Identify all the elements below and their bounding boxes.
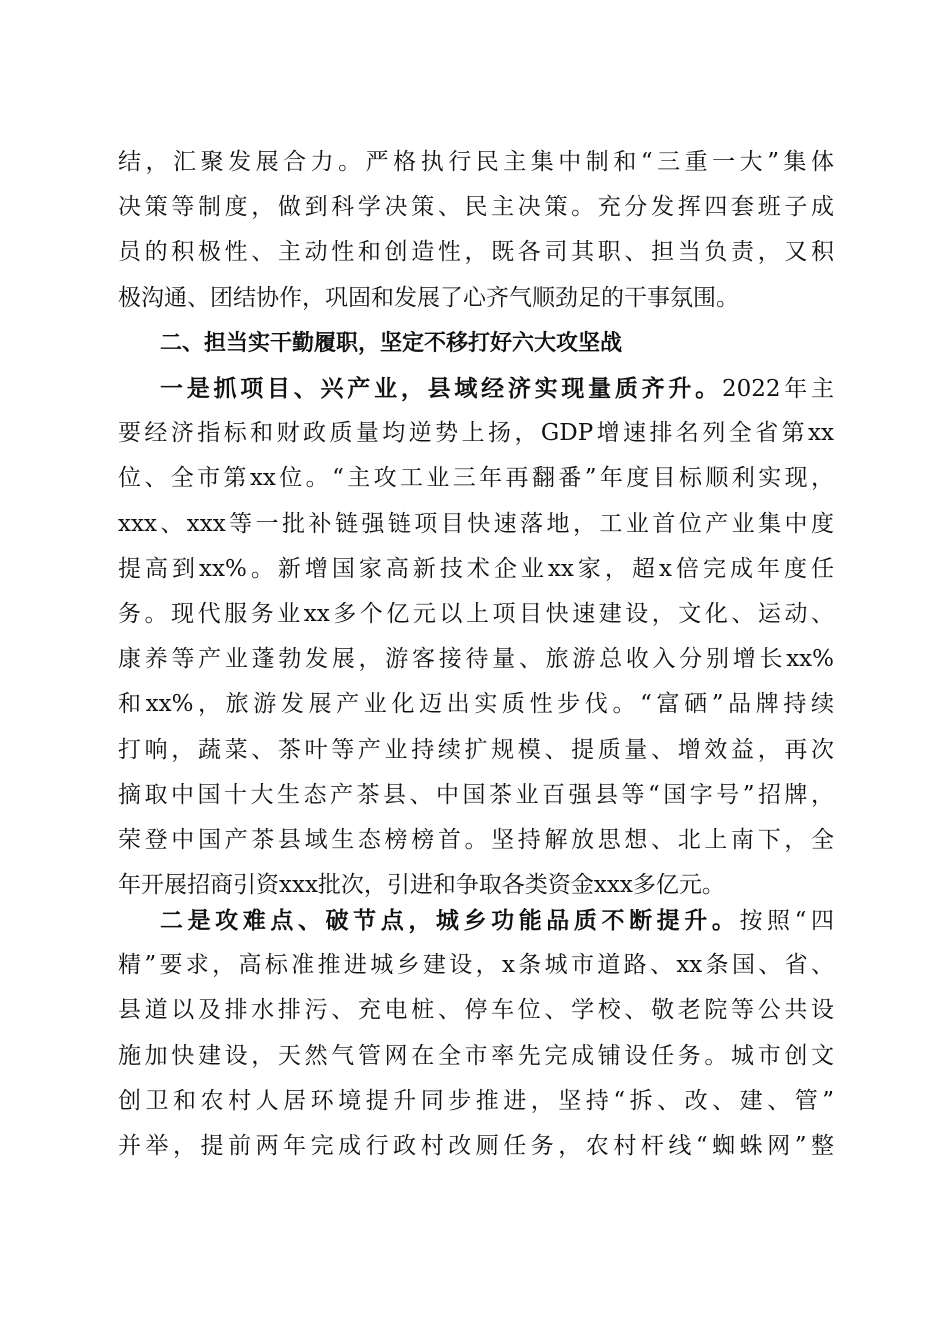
paragraph-first-line	[118, 898, 834, 943]
section-heading: 二、担当实干勤履职，坚定不移打好六大攻坚战	[160, 331, 623, 356]
text-line: 摘取中国十大生态产茶县、中国茶业百强县等“国字号”招牌，	[118, 781, 834, 808]
paragraph-first-line	[118, 366, 834, 411]
text-line: 和xx%，旅游发展产业化迈出实质性步伐。“富硒”品牌持续	[118, 691, 834, 718]
paragraph-first-line-rest: 按照“四	[739, 908, 835, 934]
text-line: 施加快建设，天然气管网在全市率先完成铺设任务。城市创文	[118, 1042, 834, 1069]
text-line: xxx、xxx等一批补链强链项目快速落地，工业首位产业集中度	[118, 510, 834, 537]
text-line: 康养等产业蓬勃发展，游客接待量、旅游总收入分别增长xx%	[118, 646, 834, 673]
paragraph-two	[118, 898, 834, 1169]
text-line: 提高到xx%。新增国家高新技术企业xx家，超x倍完成年度任	[118, 555, 834, 582]
text-line: 位、全市第xx位。“主攻工业三年再翻番”年度目标顺利实现，	[118, 465, 834, 492]
text-line: 员的积极性、主动性和创造性，既各司其职、担当负责，又积	[118, 239, 834, 266]
text-line: 年开展招商引资xxx批次，引进和争取各类资金xxx多亿元。	[118, 872, 725, 899]
paragraph-continuation	[118, 140, 834, 321]
text-line: 要经济指标和财政质量均逆势上扬，GDP增速排名列全省第xx	[118, 420, 834, 447]
text-line: 创卫和农村人居环境提升同步推进，坚持“拆、改、建、管”	[118, 1087, 834, 1114]
section-heading-block	[118, 321, 834, 366]
text-line: 精”要求，高标准推进城乡建设，x条城市道路、xx条国、省、	[118, 952, 834, 979]
text-line: 荣登中国产茶县域生态榜榜首。坚持解放思想、北上南下，全	[118, 826, 834, 853]
paragraph-lead: 一是抓项目、兴产业，县域经济实现量质齐升。	[160, 375, 722, 402]
text-line: 极沟通、团结协作，巩固和发展了心齐气顺劲足的干事氛围。	[118, 284, 739, 311]
text-line: 并举，提前两年完成行政村改厕任务，农村杆线“蜘蛛网”整	[118, 1132, 834, 1159]
text-line: 决策等制度，做到科学决策、民主决策。充分发挥四套班子成	[118, 194, 834, 221]
text-line: 县道以及排水排污、充电桩、停车位、学校、敬老院等公共设	[118, 997, 834, 1024]
text-line: 结，汇聚发展合力。严格执行民主集中制和“三重一大”集体	[118, 149, 834, 175]
paragraph-lead: 二是攻难点、破节点，城乡功能品质不断提升。	[160, 907, 740, 934]
paragraph-one	[118, 366, 834, 908]
paragraph-first-line-rest: 2022年主	[721, 376, 834, 402]
text-line: 务。现代服务业xx多个亿元以上项目快速建设，文化、运动、	[118, 600, 834, 627]
text-line: 打响，蔬菜、茶叶等产业持续扩规模、提质量、增效益，再次	[118, 736, 834, 763]
